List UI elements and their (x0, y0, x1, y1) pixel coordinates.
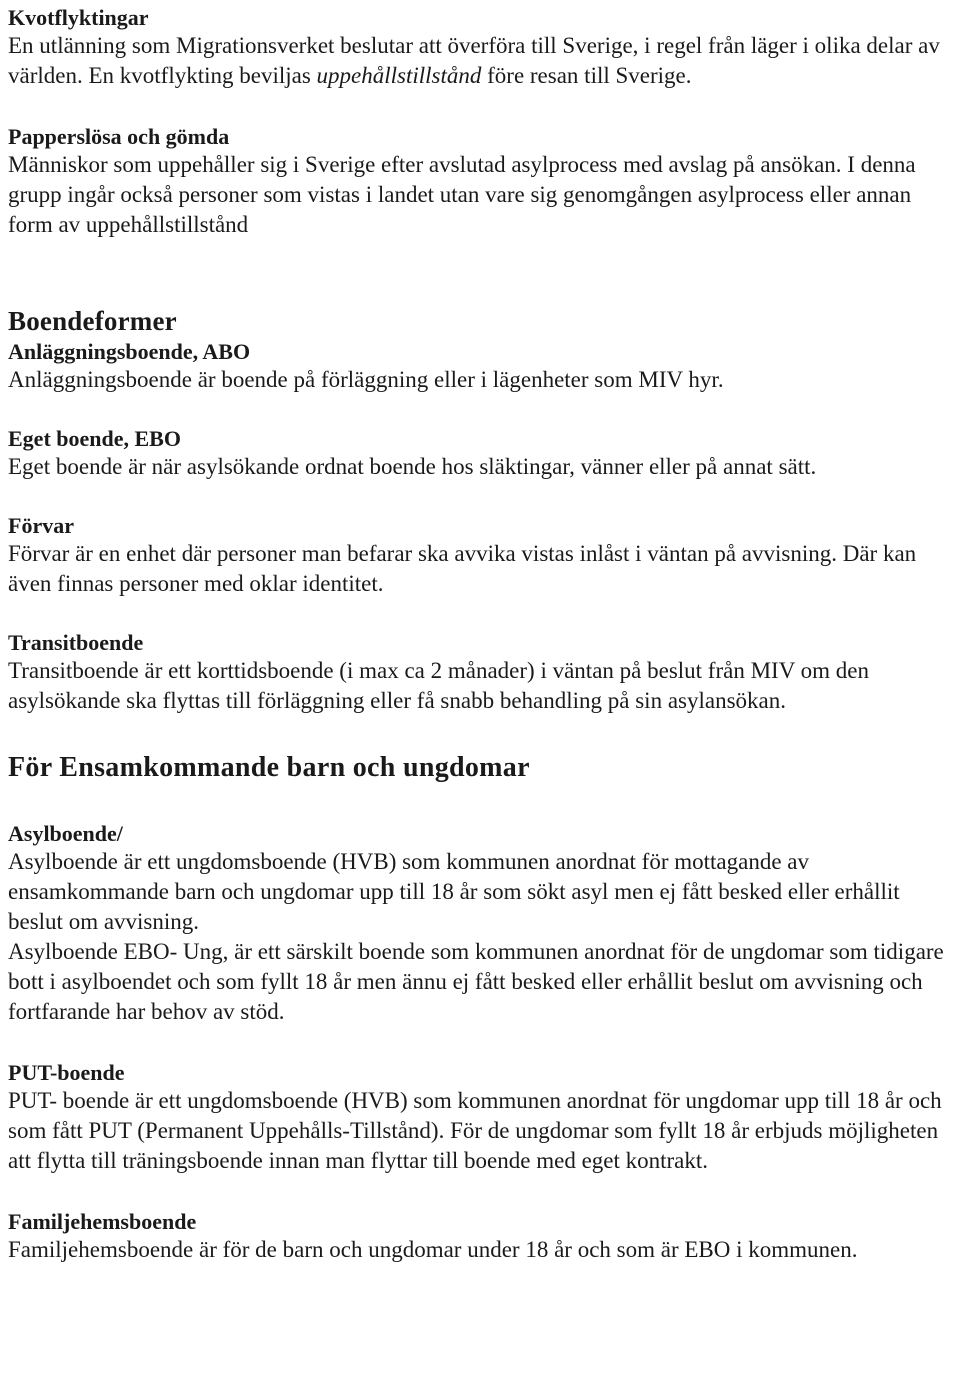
paragraph-familjehemsboende: Familjehemsboende är för de barn och ungdomar under 18 år och som är EBO i kommunen. (8, 1237, 858, 1262)
paragraph-papperslosa: Människor som uppehåller sig i Sverige efter avslutad asylprocess med avslag på ansökan. I denna grupp ingår också personer som vistas i landet utan vare sig genomgången asylprocess eller annan form av uppehållstillstånd (8, 152, 916, 237)
heading-asylboende: Asylboende/ (8, 821, 123, 846)
paragraph-transitboende: Transitboende är ett korttidsboende (i max ca 2 månader) i väntan på beslut från MIV om den asylsökande ska flyttas till förläggning eller få snabb behandling på sin asylansökan. (8, 658, 869, 713)
kvot-text-end: före resan till Sverige. (481, 63, 692, 88)
paragraph-abo: Anläggningsboende är boende på förläggning eller i lägenheter som MIV hyr. (8, 367, 724, 392)
section-papperslosa (8, 123, 954, 240)
heading-papperslosa: Papperslösa och gömda (8, 124, 230, 149)
paragraph-kvotflyktingar (8, 31, 954, 91)
kvot-text-italic: uppehållstillstånd (316, 63, 482, 88)
heading-transitboende: Transitboende (8, 630, 144, 655)
paragraph-ebo: Eget boende är när asylsökande ordnat boende hos släktingar, vänner eller på annat sätt. (8, 454, 817, 479)
kvot-text-start: En utlänning som Migrationsverket beslutar att överföra till Sverige, i regel från läger i olika delar av världen. En kvotflykting beviljas (8, 33, 940, 88)
paragraph-forvar: Förvar är en enhet där personer man befarar ska avvika vistas inlåst i väntan på avvisning. Där kan även finnas personer med oklar identitet. (8, 541, 917, 596)
heading-boendeformer: Boendeformer (8, 306, 177, 336)
heading-familjehemsboende: Familjehemsboende (8, 1209, 197, 1234)
heading-ensamkommande: För Ensamkommande barn och ungdomar (8, 752, 530, 783)
section-kvotflyktingar (8, 4, 954, 91)
paragraph-put-boende: PUT- boende är ett ungdomsboende (HVB) som kommunen anordnat för ungdomar upp till 18 år och som fått PUT (Permanent Uppehålls-Tillstånd). För de ungdomar som fyllt 18 år erbjuds möjligheten att flytta till träningsboende innan man flyttar till boende med eget kontrakt. (8, 1088, 942, 1173)
paragraph-asylboende-2: Asylboende EBO- Ung, är ett särskilt boende som kommunen anordnat för de ungdomar som tidigare bott i asylboendet och som fyllt 18 år men ännu ej fått besked eller erhållit beslut om avvisning och fortfarande har behov av stöd. (8, 939, 944, 1024)
heading-kvotflyktingar: Kvotflyktingar (8, 5, 149, 30)
heading-ebo: Eget boende, EBO (8, 426, 181, 451)
section-boendeformer (8, 304, 954, 716)
document-page (8, 4, 954, 1265)
heading-forvar: Förvar (8, 513, 74, 538)
heading-abo: Anläggningsboende, ABO (8, 339, 251, 364)
heading-put-boende: PUT-boende (8, 1060, 125, 1085)
section-ensamkommande (8, 750, 954, 1265)
paragraph-asylboende-1: Asylboende är ett ungdomsboende (HVB) som kommunen anordnat för mottagande av ensamkommande barn och ungdomar upp till 18 år som sökt asyl men ej fått besked eller erhållit beslut om avvisning. (8, 849, 900, 934)
